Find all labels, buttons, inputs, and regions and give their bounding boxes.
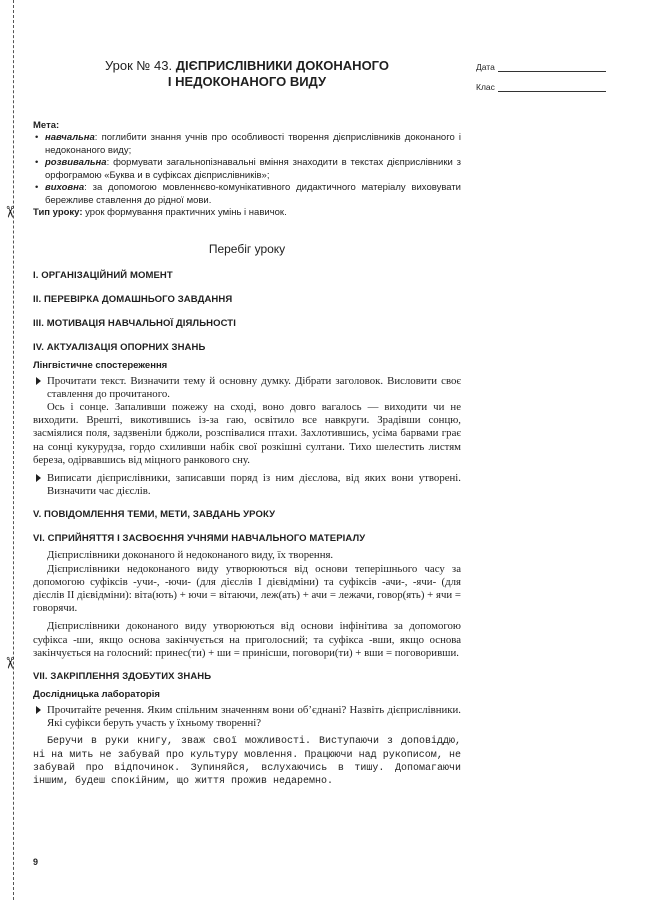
reading-text: Ось і сонце. Запаливши пожежу на сході, воно довго вагалось — виходити чи не виходити. Врешті, викотившись із-за гаю, освітило все навкруги. Зрадівши сонцю, засміялися поля, задзвеніли бджоли, розспівалися птахи. Захлотившись, усіма барвами грає на сонці кукурудза, гордо схиливши набік свої розкішні султани. Тихо шелестить листям береза, одірвавшись від міцного ранкового сну. <box>33 400 461 466</box>
goal-item: • виховна: за допомогою мовленнєво-комунікативного дидактичного матеріалу виховувати бережливе ставлення до рідної мови. <box>45 182 461 207</box>
lesson-title-line2: І НЕДОКОНАНОГО ВИДУ <box>167 74 327 89</box>
lesson-type: Тип уроку: урок формування практичних умінь і навичок. <box>33 207 287 218</box>
scissors-icon: ✂ <box>0 205 20 219</box>
subsection-heading: Дослідницька лабораторія <box>33 688 160 700</box>
class-field[interactable] <box>476 82 610 102</box>
notes-margin <box>476 62 610 102</box>
lesson-title-line1: ДІЄПРИСЛІВНИКИ ДОКОНАНОГО <box>175 58 389 73</box>
cut-line <box>13 0 14 900</box>
section-heading: III. МОТИВАЦІЯ НАВЧАЛЬНОЇ ДІЯЛЬНОСТІ <box>33 317 236 329</box>
page-number: 9 <box>33 857 39 867</box>
arrow-bullet-icon <box>36 474 41 482</box>
class-label: Клас <box>476 82 495 92</box>
theory-paragraph: Дієприслівники доконаного виду утворюються від основи інфінітива за допомогою суфікса -ши, якщо основа закінчується на приголосний; та суфікса -вши, якщо основа закінчується на голосний: принес(ти) + ши = принісши, поговори(ти) + вши = поговоривши. <box>33 620 461 659</box>
section-heading: I. ОРГАНІЗАЦІЙНИЙ МОМЕНТ <box>33 269 173 281</box>
date-field[interactable] <box>476 62 610 82</box>
goals-label: Мета: <box>33 120 60 131</box>
goal-item: • розвивальна: формувати загальнопізнавальні вміння знаходити в текстах дієприслівники з орфограмою «Буква и в суфіксах дієприслівників»; <box>45 157 461 182</box>
goal-item: • навчальна: поглибити знання учнів про особливості творення дієприслівників доконаного і недоконаного виду; <box>45 132 461 157</box>
section-heading: IV. АКТУАЛІЗАЦІЯ ОПОРНИХ ЗНАНЬ <box>33 341 206 353</box>
section-heading: VI. СПРИЙНЯТТЯ І ЗАСВОЄННЯ УЧНЯМИ НАВЧАЛЬНОГО МАТЕРІАЛУ <box>33 533 366 545</box>
course-title: Перебіг уроку <box>208 241 286 256</box>
section-heading: VII. ЗАКРІПЛЕННЯ ЗДОБУТИХ ЗНАНЬ <box>33 670 212 682</box>
section-heading: V. ПОВІДОМЛЕННЯ ТЕМИ, МЕТИ, ЗАВДАНЬ УРОКУ <box>33 509 276 521</box>
scissors-icon: ✂ <box>0 656 20 670</box>
section-heading: II. ПЕРЕВІРКА ДОМАШНЬОГО ЗАВДАННЯ <box>33 293 233 305</box>
lesson-number: Урок № 43. <box>105 58 173 73</box>
task-item: Прочитати текст. Визначити тему й основну думку. Дібрати заголовок. Висловити своє ставлення до прочитаного. <box>33 375 461 401</box>
task-item: Прочитайте речення. Яким спільним значенням вони об’єднані? Назвіть дієприслівники. Які суфікси беруть участь у їхньому творенні? <box>33 704 461 730</box>
date-label: Дата <box>476 62 495 72</box>
lesson-title <box>33 58 461 90</box>
subsection-heading: Лінгвістичне спостереження <box>33 359 168 371</box>
arrow-bullet-icon <box>36 706 41 714</box>
arrow-bullet-icon <box>36 377 41 385</box>
theory-paragraph: Дієприслівники доконаного й недоконаного виду, їх творення. <box>47 549 334 562</box>
exercise-sentences: Беручи в руки книгу, зваж свої можливості. Виступаючи з доповіддю, ні на мить не забувай про культуру мовлення. Працюючи над рукописом, не забувай про відпочинок. Зупиняйся, вслухаючись в тишу. Допомагаючи іншим, будеш спокійним, що життя прожив недаремно. <box>33 736 461 787</box>
task-item: Виписати дієприслівники, записавши поряд із ним дієслова, від яких вони утворені. Визначити час дієслів. <box>33 472 461 498</box>
lesson-content <box>33 58 461 788</box>
goals-list <box>33 132 461 207</box>
theory-paragraph: Дієприслівники недоконаного виду утворюються від основи теперішнього часу за допомогою суфіксів -учи-, -ючи- (для дієслів I дієвідміни) та суфіксів -ачи-, -ячи- (для дієслів II дієвідміни): віта(ють) + ючи = вітаючи, леж(ать) + ачи = лежачи, говор(ять) + ячи = говорячи. <box>33 562 461 615</box>
